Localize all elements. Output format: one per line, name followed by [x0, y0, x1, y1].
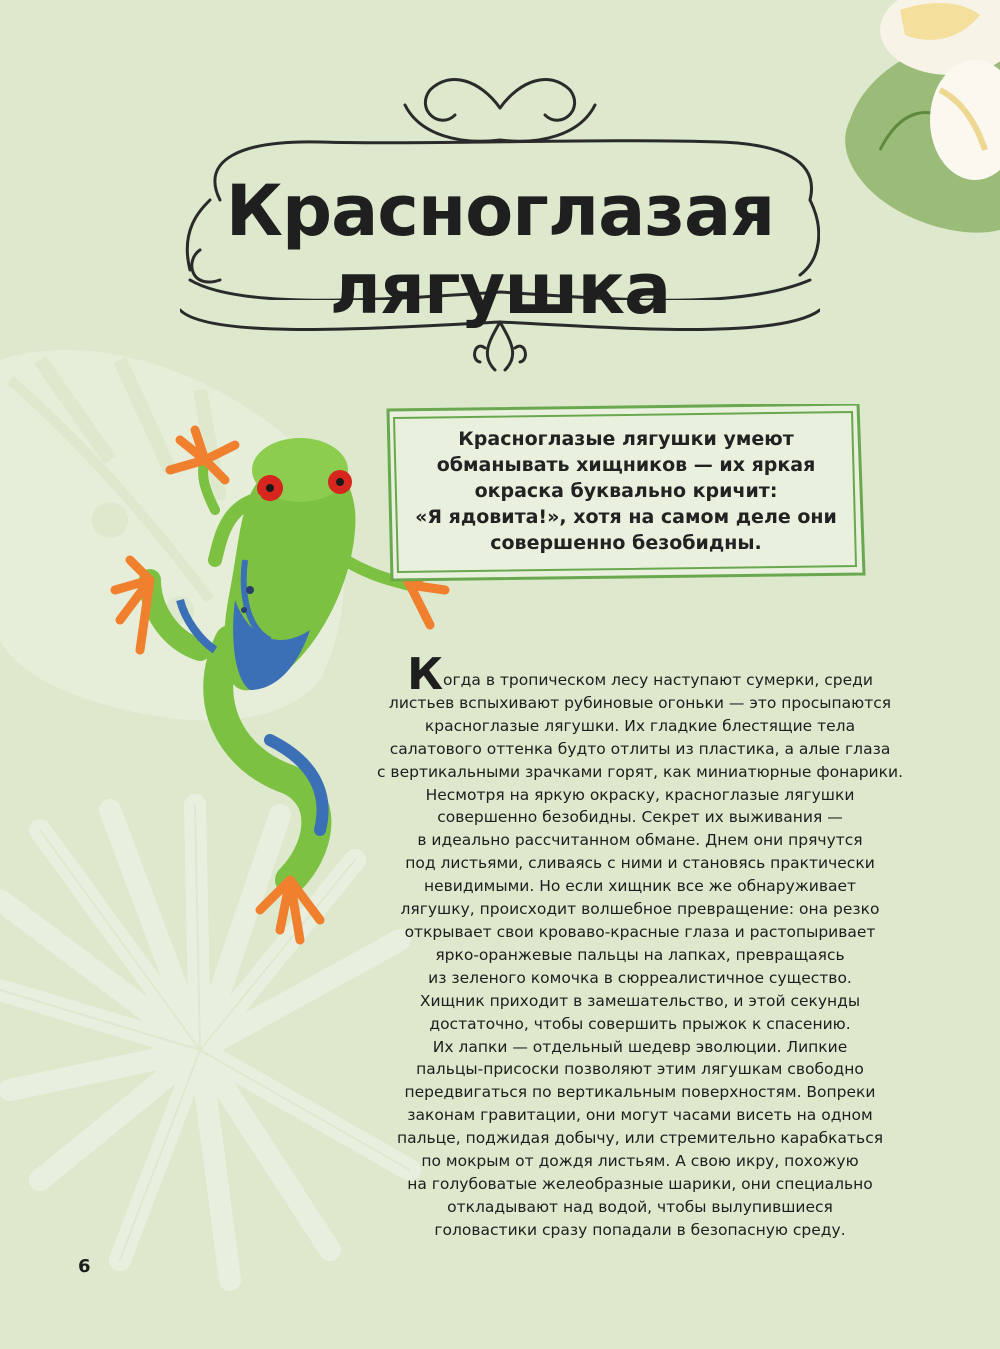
- callout-line: окраска буквально кричит:: [474, 480, 778, 502]
- body-line: достаточно, чтобы совершить прыжок к спасению.: [429, 1014, 851, 1033]
- body-line: листьев вспыхивают рубиновые огоньки — это просыпаются: [388, 693, 892, 712]
- callout-text: [412, 426, 840, 556]
- body-first-line-rest: огда в тропическом лесу наступают сумерки, среди: [443, 671, 873, 689]
- body-text: [360, 649, 920, 1242]
- body-line: под листьями, сливаясь с ними и становясь практически: [405, 854, 875, 873]
- callout-line: Красноглазые лягушки умеют: [458, 428, 794, 450]
- title-line-1: Красноглазая: [225, 170, 775, 252]
- body-line: открывает свои кроваво-красные глаза и растопыривает: [404, 922, 876, 941]
- body-line: пальцы-присоски позволяют этим лягушкам свободно: [416, 1060, 864, 1079]
- body-line: с вертикальными зрачками горят, как миниатюрные фонарики.: [376, 762, 903, 781]
- body-line: красноглазые лягушки. Их гладкие блестящие тела: [424, 716, 856, 735]
- body-line: салатового оттенка будто отлиты из пластика, а алые глаза: [389, 739, 891, 758]
- body-line: законам гравитации, они могут часами висеть на одном: [407, 1106, 873, 1125]
- body-line: лягушку, происходит волшебное превращение: она резко: [400, 900, 880, 919]
- callout-line: совершенно безобидны.: [490, 532, 762, 554]
- title-line-2: лягушка: [329, 248, 671, 330]
- drop-cap: К: [407, 649, 444, 700]
- body-line: совершенно безобидны. Секрет их выживания —: [437, 808, 843, 827]
- body-line: в идеально рассчитанном обмане. Днем они прячутся: [417, 831, 863, 850]
- page-number: 6: [78, 1256, 91, 1277]
- body-line: Несмотря на яркую окраску, красноглазые лягушки: [425, 785, 855, 804]
- body-line: ярко-оранжевые пальцы на лапках, превращаясь: [435, 945, 845, 964]
- body-line: по мокрым от дождя листьям. А свою икру, похожую: [421, 1152, 859, 1171]
- callout-box: [384, 404, 868, 582]
- body-line: Хищник приходит в замешательство, и этой секунды: [419, 991, 861, 1010]
- body-line: пальце, поджидая добычу, или стремительно карабкаться: [396, 1129, 884, 1148]
- body-line: невидимыми. Но если хищник все же обнаруживает: [423, 877, 857, 896]
- body-line: откладывают над водой, чтобы вылупившиеся: [447, 1197, 833, 1216]
- body-line: передвигаться по вертикальным поверхностям. Вопреки: [404, 1083, 876, 1102]
- body-line: Их лапки — отдельный шедевр эволюции. Липкие: [432, 1037, 848, 1056]
- callout-line: обманывать хищников — их яркая: [436, 454, 816, 476]
- body-line: на голубоватые желеобразные шарики, они специально: [407, 1174, 873, 1193]
- body-first-line: [360, 649, 920, 700]
- body-line: из зеленого комочка в сюрреалистичное существо.: [428, 968, 852, 987]
- callout-line: «Я ядовита!», хотя на самом деле они: [415, 506, 837, 528]
- body-line: головастики сразу попадали в безопасную среду.: [434, 1220, 846, 1239]
